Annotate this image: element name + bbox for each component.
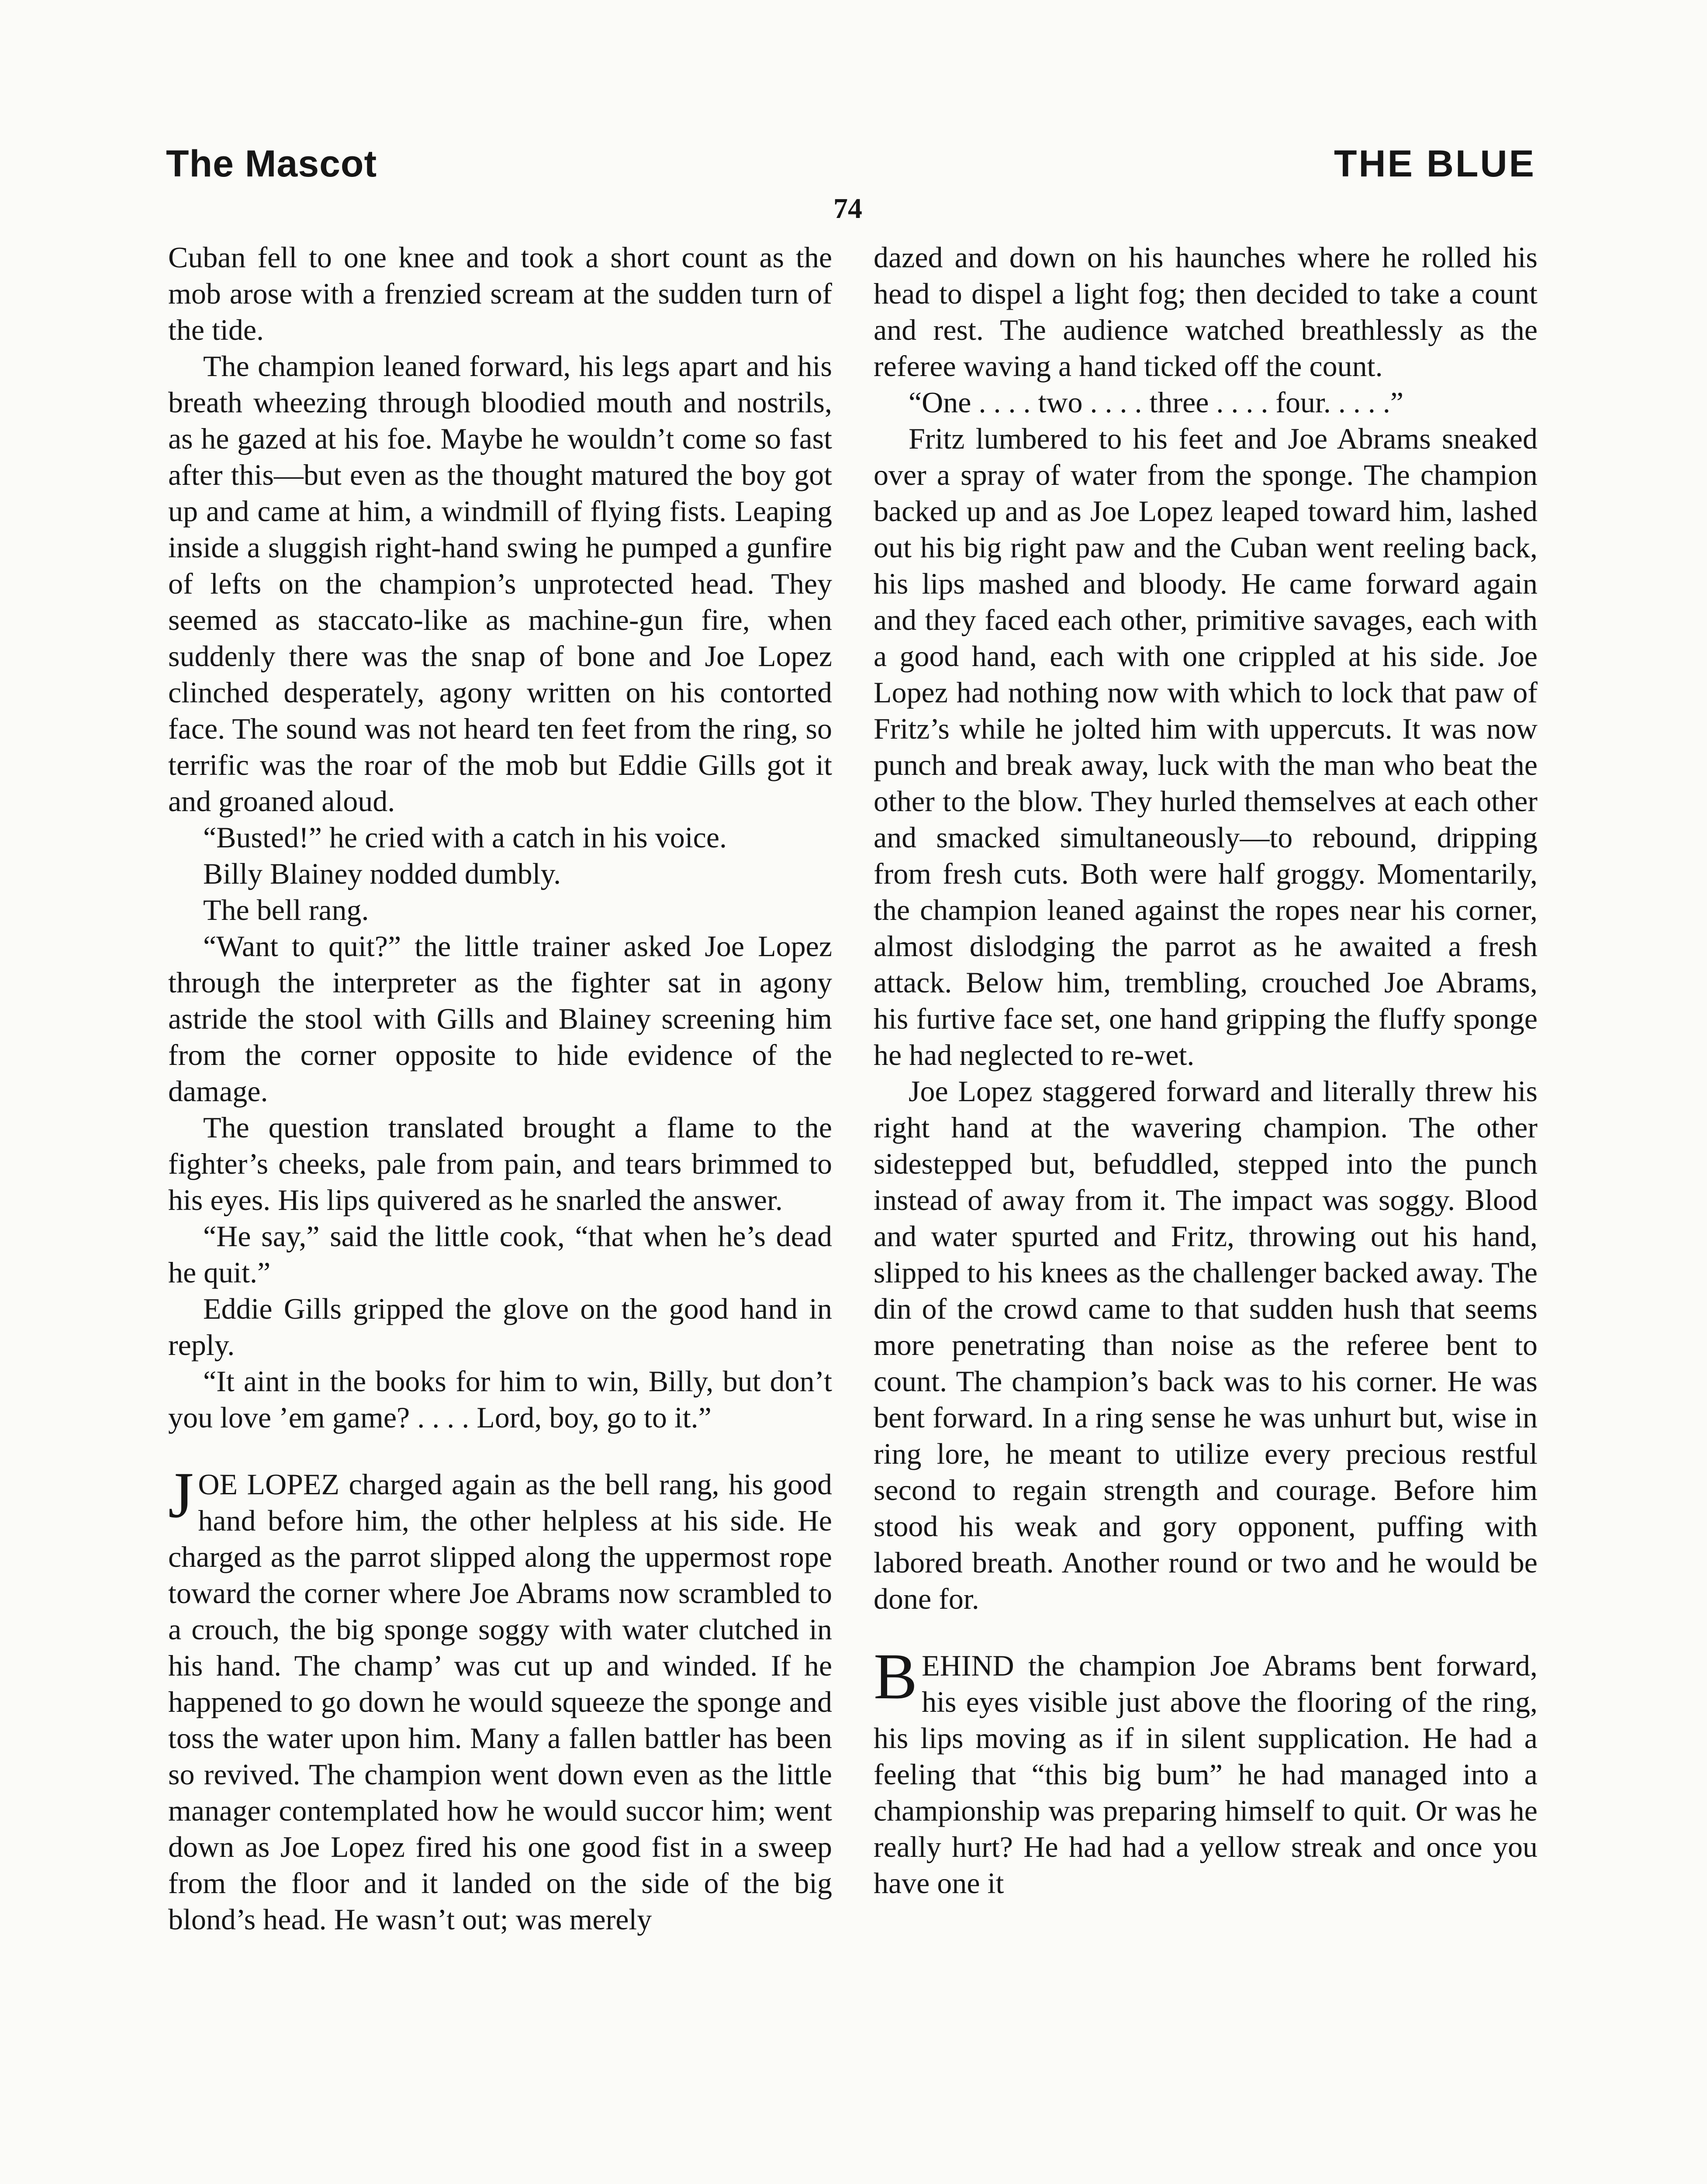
paragraph: “Want to quit?” the little trainer asked Joe Lopez through the interpreter as the fighter sat in agony astride the stool with Gills and Blainey screening him from the corner opposite to hide evidence of the damage.	[168, 930, 832, 1108]
paragraph: “Busted!” he cried with a catch in his voice.	[203, 821, 727, 854]
drop-cap: B	[874, 1640, 918, 1713]
drop-cap: J	[168, 1459, 194, 1531]
paragraph: The champion leaned forward, his legs apart and his breath wheezing through bloodied mouth and nostrils, as he gazed at his foe. Maybe he wouldn’t come so fast after this—but even as the thought matured the boy got up and came at him, a windmill of flying fists. Leaping inside a sluggish right-hand swing he pumped a gunfire of lefts on the champion’s unprotected head. They seemed as staccato-like as machine-gun fire, when suddenly there was the snap of bone and Joe Lopez clinched desperately, agony written on his contorted face. The sound was not heard ten feet from the ring, so terrific was the roar of the mob but Eddie Gills got it and groaned aloud.	[168, 349, 832, 818]
paragraph: Eddie Gills gripped the glove on the good hand in reply.	[168, 1292, 832, 1362]
paragraph: Fritz lumbered to his feet and Joe Abrams sneaked over a spray of water from the sponge. The champion backed up and as Joe Lopez leaped toward him, lashed out his big right paw and the Cuban went reeling back, his lips mashed and bloody. He came forward again and they faced each other, primitive savages, each with a good hand, each with one crippled at his side. Joe Lopez had nothing now with which to lock that paw of Fritz’s while he jolted him with uppercuts. It was now punch and break away, luck with the man who beat the other to the blow. They hurled themselves at each other and smacked simultaneously—to rebound, dripping from fresh cuts. Both were half groggy. Momentarily, the champion leaned against the ropes near his corner, almost dislodging the parrot as he awaited a fresh attack. Below him, trembling, crouched Joe Abrams, his furtive face set, one hand gripping the fluffy sponge he had neglected to re-wet.	[874, 422, 1538, 1071]
magazine-title: THE BLUE	[1334, 143, 1536, 185]
section-paragraph	[874, 1640, 1538, 1901]
section-paragraph	[168, 1459, 832, 1938]
paragraph: Cuban fell to one knee and took a short count as the mob arose with a frenzied scream at the sudden turn of the tide.	[168, 241, 832, 346]
paragraph: “One . . . . two . . . . three . . . . four. . . . .”	[909, 386, 1404, 419]
running-title: The Mascot	[166, 143, 377, 185]
paragraph: “It aint in the books for him to win, Billy, but don’t you love ’em game? . . . . Lord, boy, go to it.”	[168, 1365, 832, 1434]
paragraph: The bell rang.	[203, 893, 369, 926]
paragraph: dazed and down on his haunches where he rolled his head to dispel a light fog; then decided to take a count and rest. The audience watched breathlessly as the referee waving a hand ticked off the count.	[874, 241, 1538, 383]
left-column	[168, 239, 832, 2184]
section-text: EHIND the champion Joe Abrams bent forward, his eyes visible just above the flooring of the ring, his lips moving as if in silent supplication. He had a feeling that “this big bum” he had managed into a championship was preparing himself to quit. Or was he really hurt? He had had a yellow streak and once you have one it	[874, 1649, 1538, 1900]
paragraph: The question translated brought a flame to the fighter’s cheeks, pale from pain, and tears brimmed to his eyes. His lips quivered as he snarled the answer.	[168, 1111, 832, 1216]
paragraph: Billy Blainey nodded dumbly.	[203, 857, 561, 890]
page-number: 74	[833, 193, 862, 225]
right-column	[874, 239, 1538, 2184]
section-text: OE LOPEZ charged again as the bell rang, his good hand before him, the other helpless at his side. He charged as the parrot slipped along the uppermost rope toward the corner where Joe Abrams now scrambled to a crouch, the big sponge soggy with water clutched in his hand. The champ’ was cut up and winded. If he happened to go down he would squeeze the sponge and toss the water upon him. Many a fallen battler has been so revived. The champion went down even as the little manager contemplated how he would succor him; went down as Joe Lopez fired his one good fist in a sweep from the floor and it landed on the side of the big blond’s head. He wasn’t out; was merely	[168, 1468, 832, 1936]
paragraph: “He say,” said the little cook, “that when he’s dead he quit.”	[168, 1220, 832, 1289]
paragraph: Joe Lopez staggered forward and literally threw his right hand at the wavering champion. The other sidestepped but, befuddled, stepped into the punch instead of away from it. The impact was soggy. Blood and water spurted and Fritz, throwing out his hand, slipped to his knees as the challenger backed away. The din of the crowd came to that sudden hush that seems more penetrating than noise as the referee bent to count. The champion’s back was to his corner. He was bent forward. In a ring sense he was unhurt but, wise in ring lore, he meant to utilize every precious restful second to regain strength and courage. Before him stood his weak and gory opponent, puffing with labored breath. Another round or two and he would be done for.	[874, 1075, 1538, 1615]
